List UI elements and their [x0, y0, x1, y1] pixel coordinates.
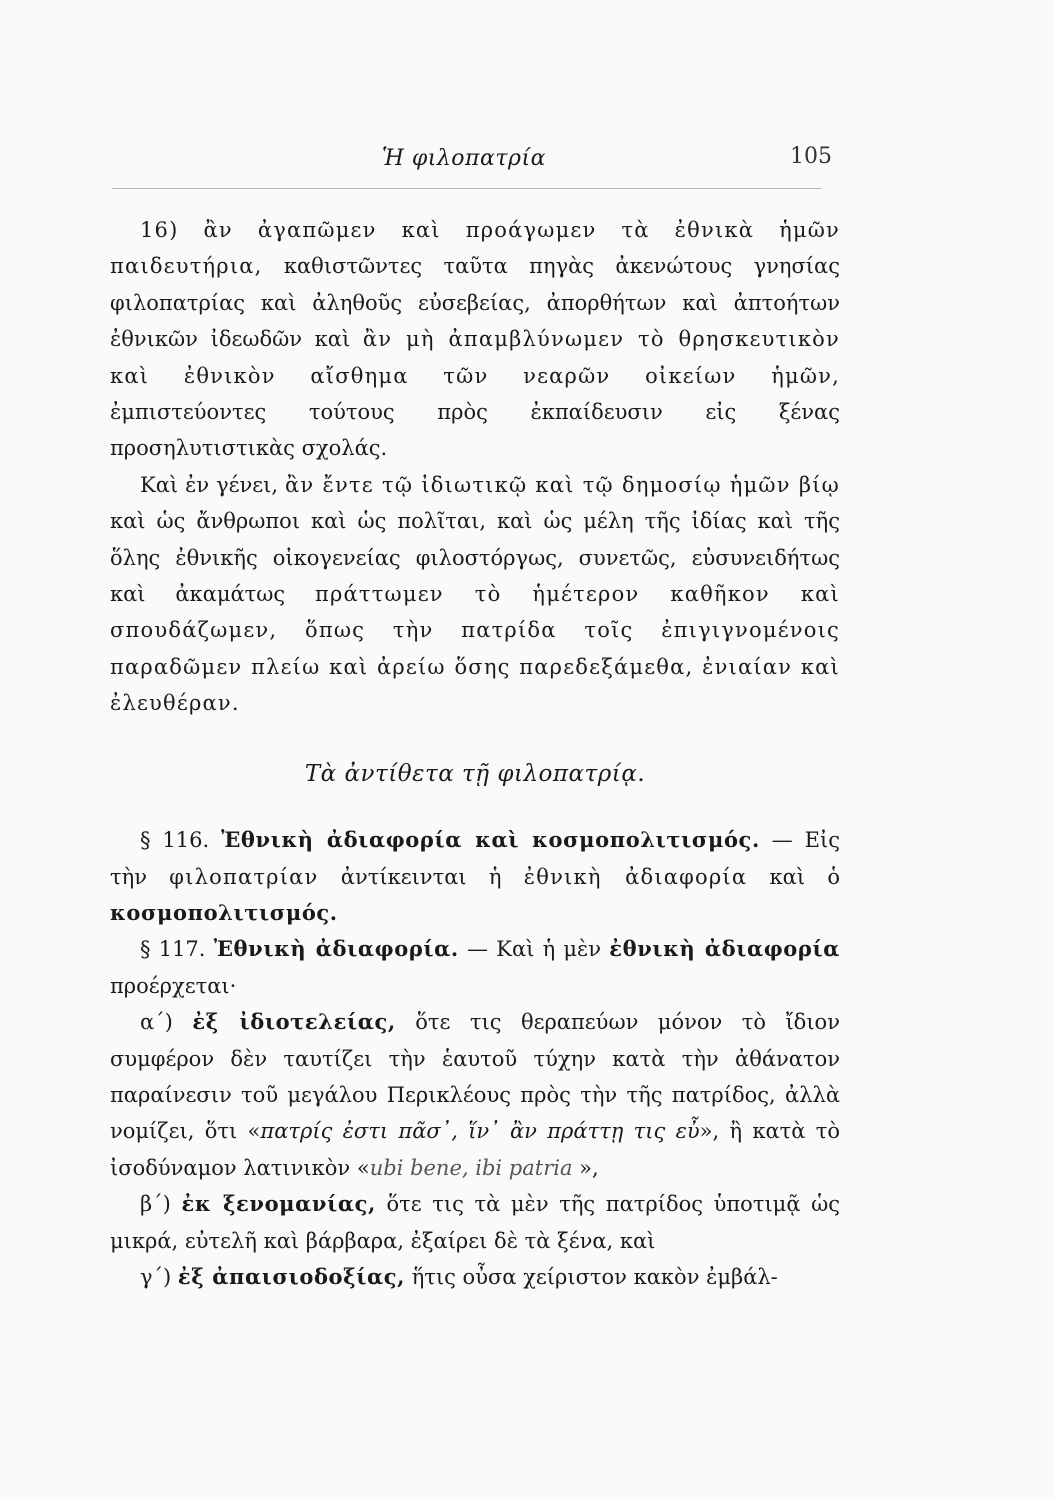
- item-heading: ἐξ ἀπαισιοδοξίας,: [177, 1263, 406, 1289]
- text-segment: ἀντίκεινται ἡ: [318, 864, 524, 889]
- text-segment: ὅτε τις θεραπεύων μόνον τὸ ἴδιον συμφέρον δὲν ταυτίζει τὴν ἑαυτοῦ τύχην κατὰ τὴν ἀθάνατον παραίνεσιν τοῦ μεγάλου Περικλέους πρὸς τὴν τῆς πατρίδος, ἀλλὰ νομίζει, ὅτι «: [110, 1010, 840, 1144]
- text-segment: — Εἰς τὴν: [110, 828, 840, 889]
- section-116: [110, 822, 840, 931]
- text-segment: ἂν ἔντε τῷ ἰδιωτικῷ καὶ τῷ δημοσίῳ ἡμῶν βίῳ: [285, 472, 840, 497]
- item-heading: ἐξ ἰδιοτελείας,: [192, 1009, 396, 1035]
- text-segment: Καὶ ἐν γένει,: [140, 472, 286, 497]
- text-segment: »,: [572, 1155, 599, 1180]
- section-117: [110, 931, 840, 1004]
- item-label: γ΄): [140, 1264, 178, 1289]
- section-number: § 117.: [140, 937, 214, 962]
- text-segment: ἥτις οὖσα χείριστον κακὸν ἐμβάλ-: [405, 1264, 778, 1289]
- section-title: Τὰ ἀντίθετα τῇ φιλοπατρίᾳ.: [304, 760, 646, 787]
- paragraph-general: [110, 467, 840, 722]
- item-label: α΄): [140, 1010, 193, 1035]
- page-number: 105: [790, 144, 832, 169]
- text-segment: ὅτε τις τὰ μὲν τῆς πατρίδος ὑποτιμᾷ ὡς μικρά, εὐτελῆ καὶ βάρβαρα, ἐξαίρει δὲ τὰ ξένα, καὶ: [110, 1192, 840, 1253]
- text-segment: πράττωμεν τὸ ἡμέτερον καθῆκον καὶ σπουδάζωμεν, ὅπως τὴν πατρίδα τοῖς ἐπιγιγνομένοις παραδῶμεν πλείω καὶ ἀρείω ὅσης παρεδεξάμεθα, ἐνιαίαν καὶ ἐλευθέραν.: [110, 582, 840, 716]
- text-segment: φιλοπατρίαν: [169, 864, 319, 889]
- running-title: Ἡ φιλοπατρία: [382, 146, 546, 171]
- header-rule: [112, 188, 822, 189]
- text-segment: — Καὶ ἡ μὲν: [458, 937, 610, 962]
- text-segment: κοσμοπολιτισμός.: [110, 899, 338, 925]
- text-segment: 16) ἂν ἀγαπῶμεν καὶ προάγωμεν τὰ ἐθνικὰ ἡμῶν παιδευτήρια,: [110, 218, 840, 279]
- section-number: § 116.: [140, 828, 222, 853]
- list-item-c: [110, 1259, 840, 1295]
- paragraph-schools: [110, 212, 840, 467]
- text-segment: καὶ ὡς ἄνθρωποι καὶ ὡς πολῖται, καὶ ὡς μέλη τῆς ἰδίας καὶ τῆς ὅλης ἐθνικῆς οἰκογενείας φιλοστόργως, συνετῶς, εὐσυνειδήτως καὶ ἀκαμάτως: [110, 509, 840, 607]
- text-segment: ἂν μὴ ἀπαμβλύνωμεν τὸ θρησκευτικὸν καὶ ἐθνικὸν αἴσθημα τῶν νεαρῶν οἰκείων ἡμῶν,: [110, 327, 840, 388]
- text-segment: ἐθνικὴ ἀδιαφορία: [609, 936, 841, 962]
- latin-quotation: ubi bene, ibi patria: [369, 1155, 573, 1180]
- page-header: [112, 140, 832, 180]
- list-item-a: [110, 1004, 840, 1186]
- item-heading: ἐκ ξενομανίας,: [181, 1191, 376, 1217]
- section-heading: Ἐθνικὴ ἀδιαφορία.: [213, 936, 459, 962]
- text-segment: προέρχεται·: [110, 973, 237, 998]
- text-segment: ἐθνικὴ ἀδιαφορία: [523, 864, 748, 889]
- text-segment: », ἢ κατὰ τὸ ἰσοδύναμον λατινικὸν «: [110, 1119, 841, 1180]
- text-segment: καὶ ὁ: [747, 864, 841, 889]
- body-text: [110, 212, 840, 1295]
- greek-quotation: πατρίς ἐστι πᾶσ᾽, ἵν᾽ ἂν πράττῃ τις εὖ: [260, 1119, 700, 1144]
- text-segment: ἐμπιστεύοντες τούτους πρὸς ἐκπαίδευσιν εἰς ξένας προσηλυτιστικὰς σχολάς.: [110, 400, 840, 461]
- text-segment: καθιστῶντες ταῦτα πηγὰς ἀκενώτους γνησίας φιλοπατρίας καὶ ἀληθοῦς εὐσεβείας, ἀπορθήτων καὶ ἀπτοήτων ἐθνικῶν ἰδεωδῶν καὶ: [110, 254, 840, 352]
- section-heading: Ἐθνικὴ ἀδιαφορία καὶ κοσμοπολιτισμός.: [221, 827, 760, 853]
- item-label: β΄): [140, 1192, 182, 1217]
- list-item-b: [110, 1186, 840, 1259]
